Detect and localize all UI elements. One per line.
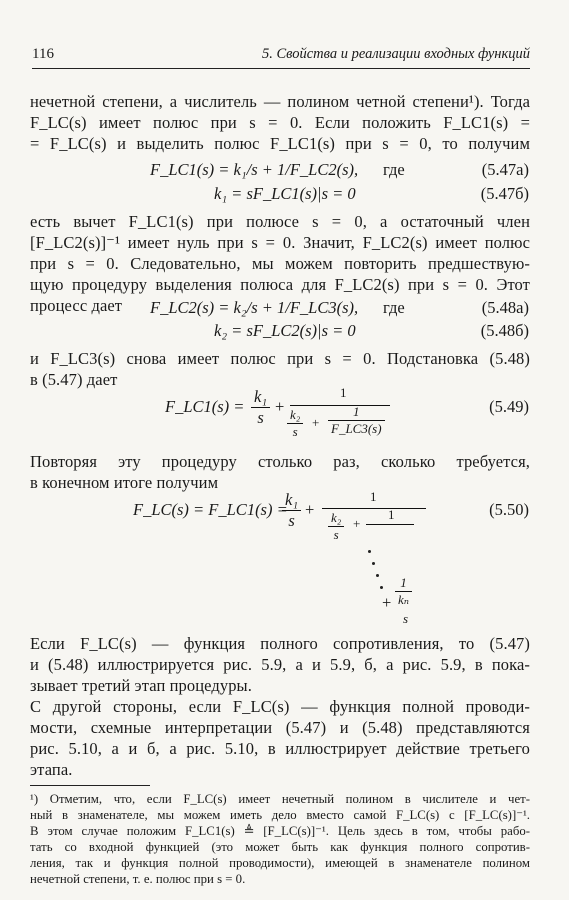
footnote-line: ный в знаменателе, мы можем иметь дело вместо самой F_LC(s) с [F_LC(s)]⁻¹.: [30, 808, 530, 822]
fraction-denominator: s: [403, 611, 409, 626]
equation-5-49-lhs: F_LC1(s) =: [165, 397, 245, 416]
plus-sign: +: [353, 516, 361, 531]
ellipsis-dot: [376, 574, 379, 577]
footnote-line: ления, так и функция полной проводимости), имеющей в знаменателе полином: [30, 856, 530, 870]
plus-sign: +: [312, 415, 320, 430]
running-title: 5. Свойства и реализации входных функций: [261, 46, 530, 62]
footnote-line: В этом случае положим F_LC1(s) ≜ [F_LC(s)]⁻¹. Цель здесь в том, чтобы рабо-: [30, 824, 530, 838]
equation-number: (5.47б): [480, 184, 529, 203]
fraction-denominator: kₙ: [398, 592, 410, 607]
equation-5-48b: k₂ = sF_LC2(s)|s = 0: [214, 321, 356, 340]
plus-sign: +: [382, 593, 392, 612]
where-word: где: [383, 298, 405, 317]
ellipsis-dot: [380, 586, 383, 589]
fraction-bar: [322, 508, 426, 509]
page-header: [32, 46, 530, 69]
plus-sign: +: [275, 397, 285, 416]
footnote-rule: [30, 785, 150, 786]
ellipsis-dot: [368, 550, 371, 553]
footnote-line: ¹) Отметим, что, если F_LC(s) имеет нечетный полином в числителе и чет-: [30, 792, 530, 806]
text-line: и F_LC3(s) снова имеет полюс при s = 0. Подстановка (5.48): [30, 349, 530, 368]
plus-sign: +: [305, 500, 315, 519]
equation-number: (5.49): [489, 397, 529, 416]
fraction-numerator: k₁: [251, 387, 270, 408]
where-word: где: [383, 160, 405, 179]
equation-number: (5.50): [489, 500, 529, 519]
equation-number: (5.48а): [481, 298, 529, 317]
fraction-numerator: k₁: [282, 490, 301, 511]
text-line: процесс дает: [30, 296, 123, 315]
text-line: рис. 5.10, а и б, а рис. 5.10, в иллюстрирует действие третьего: [30, 739, 530, 758]
fraction-numerator: 1: [328, 404, 385, 421]
fraction-denominator: s: [333, 527, 339, 542]
fraction-bar: [366, 524, 414, 525]
fraction-k2-over-s: [328, 510, 344, 543]
equation-5-47b: k₁ = sF_LC1(s)|s = 0: [214, 184, 356, 203]
equation-number: (5.48б): [480, 321, 529, 340]
equation-number: (5.47а): [481, 160, 529, 179]
fraction-denominator: s: [292, 424, 298, 439]
text-line: F_LC(s) имеет полюс при s = 0. Если положить F_LC1(s) =: [30, 113, 530, 132]
fraction-k1-over-s: [251, 387, 270, 428]
text-line: щую процедуру выделения полюса для F_LC2(s) при s = 0. Этот: [30, 275, 530, 294]
equation-5-50-lhs: F_LC(s) = F_LC1(s) =: [133, 500, 288, 519]
fraction-denominator: F_LC3(s): [331, 421, 382, 436]
text-line: в (5.47) дает: [30, 370, 118, 389]
fraction-numerator: k₂: [328, 510, 344, 527]
text-line: = F_LC(s) и выделить полюс F_LC1(s) при s = 0, то получим: [30, 134, 530, 153]
fraction-numerator: 1: [340, 385, 347, 400]
text-line: Если F_LC(s) — функция полного сопротивления, то (5.47): [30, 634, 530, 653]
fraction-numerator: 1: [395, 575, 412, 592]
text-line: есть вычет F_LC1(s) при полюсе s = 0, а остаточный член: [30, 212, 530, 231]
fraction-1-over-flc3: [328, 404, 385, 437]
fraction-numerator: 1: [388, 507, 395, 522]
equation-5-47a: F_LC1(s) = k₁/s + 1/F_LC2(s),: [150, 160, 359, 179]
footnote-line: тать со входной функцией (это может быть как функция полного сопротив-: [30, 840, 530, 854]
fraction-k1-over-s: [282, 490, 301, 531]
ellipsis-dot: [372, 562, 375, 565]
text-line: и (5.48) иллюстрируется рис. 5.9, а и 5.9, б, а рис. 5.9, в пока-: [30, 655, 530, 674]
footnote-line: нечетной степени, т. е. полюс при s = 0.: [30, 872, 246, 886]
fraction-denominator: s: [257, 408, 264, 427]
text-line: этапа.: [30, 760, 73, 779]
text-line: зывает третий этап процедуры.: [30, 676, 252, 695]
text-line: С другой стороны, если F_LC(s) — функция полной проводи-: [30, 697, 530, 716]
text-line: нечетной степени, а числитель — полином четной степени¹). Тогда: [30, 92, 530, 111]
text-line: при s = 0. Следовательно, мы можем повторить предшествую-: [30, 254, 530, 273]
text-line: в конечном итоге получим: [30, 473, 219, 492]
text-line: Повторяя эту процедуру столько раз, сколько требуется,: [30, 452, 530, 471]
fraction-1-over-kn-s: [395, 575, 412, 608]
page-number: 116: [32, 46, 54, 62]
fraction-numerator: k₂: [287, 407, 303, 424]
fraction-denominator: s: [288, 511, 295, 530]
text-line: мости, схемные интерпретации (5.47) и (5.48) представляются: [30, 718, 530, 737]
equation-5-48a: F_LC2(s) = k₂/s + 1/F_LC3(s),: [150, 298, 359, 317]
fraction-k2-over-s: [287, 407, 303, 440]
text-line: [F_LC2(s)]⁻¹ имеет нуль при s = 0. Значит, F_LC2(s) имеет полюс: [30, 233, 530, 252]
fraction-numerator: 1: [370, 489, 377, 504]
